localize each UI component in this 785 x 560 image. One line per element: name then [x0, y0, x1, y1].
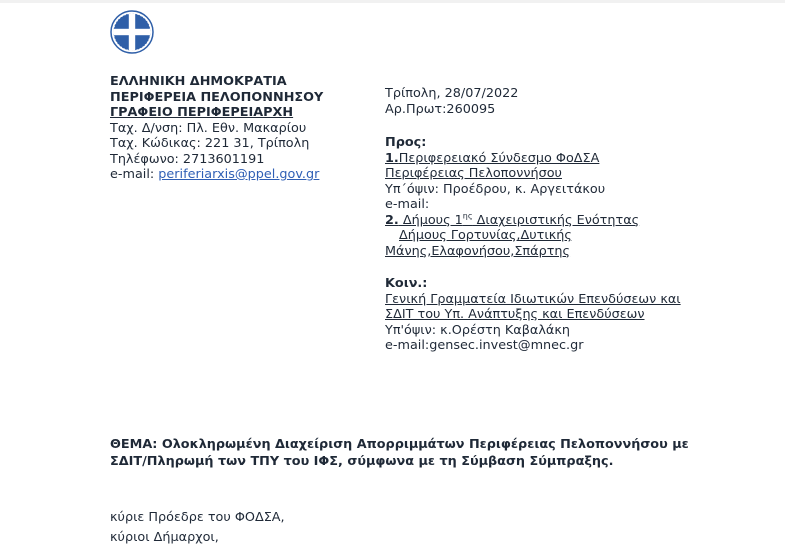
recipient-1-name: Περιφερειακό Σύνδεσμο ΦοΔΣΑ [398, 150, 600, 166]
sender-block [110, 74, 323, 183]
cc-line-2: ΣΔΙΤ του Υπ. Ανάπτυξης και Επενδύσεων [385, 307, 645, 322]
org-line-3: ΓΡΑΦΕΙΟ ΠΕΡΙΦΕΡΕΙΑΡΧΗ [110, 105, 294, 120]
spacer [385, 117, 681, 135]
sender-phone: Τηλέφωνο: 2713601191 [110, 151, 265, 167]
salutation-block [110, 508, 285, 548]
recipient-1-line-2: Περιφέρειας Πελοποννήσου [385, 166, 562, 181]
recipient-1-email: e-mail: [385, 197, 430, 212]
recipient-2-line-3: Μάνης,Ελαφονήσου,Σπάρτης [385, 243, 571, 259]
recipient-1-line-1 [385, 151, 681, 167]
greek-emblem-icon [110, 10, 154, 54]
cc-line-1: Γενική Γραμματεία Ιδιωτικών Επενδύσεων και [385, 291, 681, 307]
sender-email-label: e-mail: [110, 167, 159, 182]
top-edge-line [0, 0, 785, 3]
subject-line-2: ΣΔΙΤ/Πληρωμή των ΤΠΥ του ΙΦΣ, σύμφωνα με τη Σύμβαση Σύμπραξης. [110, 454, 614, 469]
sender-email-line [110, 167, 323, 183]
spacer [385, 259, 681, 276]
sender-email-link[interactable]: periferiarxis@ppel.gov.gr [158, 167, 320, 182]
salutation-line-1: κύριε Πρόεδρε του ΦΟΔΣΑ, [110, 510, 285, 525]
cc-attention: Υπ'όψιν: κ.Ορέστη Καβαλάκη [385, 322, 570, 338]
recipient-block [385, 86, 681, 354]
recipient-1-number: 1. [385, 150, 399, 166]
subject-block [110, 436, 750, 470]
cc-email: e-mail:gensec.invest@mnec.gr [385, 338, 584, 353]
place-date: Τρίπολη, 28/07/2022 [385, 86, 519, 101]
recipient-1-attention: Υπ΄όψιν: Προέδρου, κ. Αργειτάκου [385, 181, 606, 197]
recipient-2-number: 2. [385, 212, 399, 228]
sender-address: Ταχ. Δ/νση: Πλ. Εθν. Μακαρίου [110, 120, 307, 136]
recipient-2-text-a: Δήμους 1 [398, 212, 463, 228]
to-label: Προς: [385, 135, 427, 150]
subject-line-1: ΘΕΜΑ: Ολοκληρωμένη Διαχείριση Απορριμμάτων Περιφέρειας Πελοποννήσου με [110, 437, 689, 452]
protocol-number: Αρ.Πρωτ:260095 [385, 101, 496, 117]
org-line-2: ΠΕΡΙΦΕΡΕΙΑ ΠΕΛΟΠΟΝΝΗΣΟΥ [110, 89, 324, 105]
recipient-2-line-2: Δήμους Γορτυνίας,Δυτικής [399, 228, 572, 243]
recipient-2-line-1 [385, 213, 681, 229]
cc-label: Κοιν.: [385, 276, 428, 291]
salutation-line-2: κύριοι Δήμαρχοι, [110, 530, 219, 545]
sender-postal: Ταχ. Κώδικας: 221 31, Τρίπολη [110, 136, 310, 151]
recipient-2-text-b: Διαχειριστικής Ενότητας [472, 212, 640, 228]
org-line-1: ΕΛΛΗΝΙΚΗ ΔΗΜΟΚΡΑΤΙΑ [110, 74, 287, 89]
recipient-2-superscript: ης [462, 211, 473, 221]
